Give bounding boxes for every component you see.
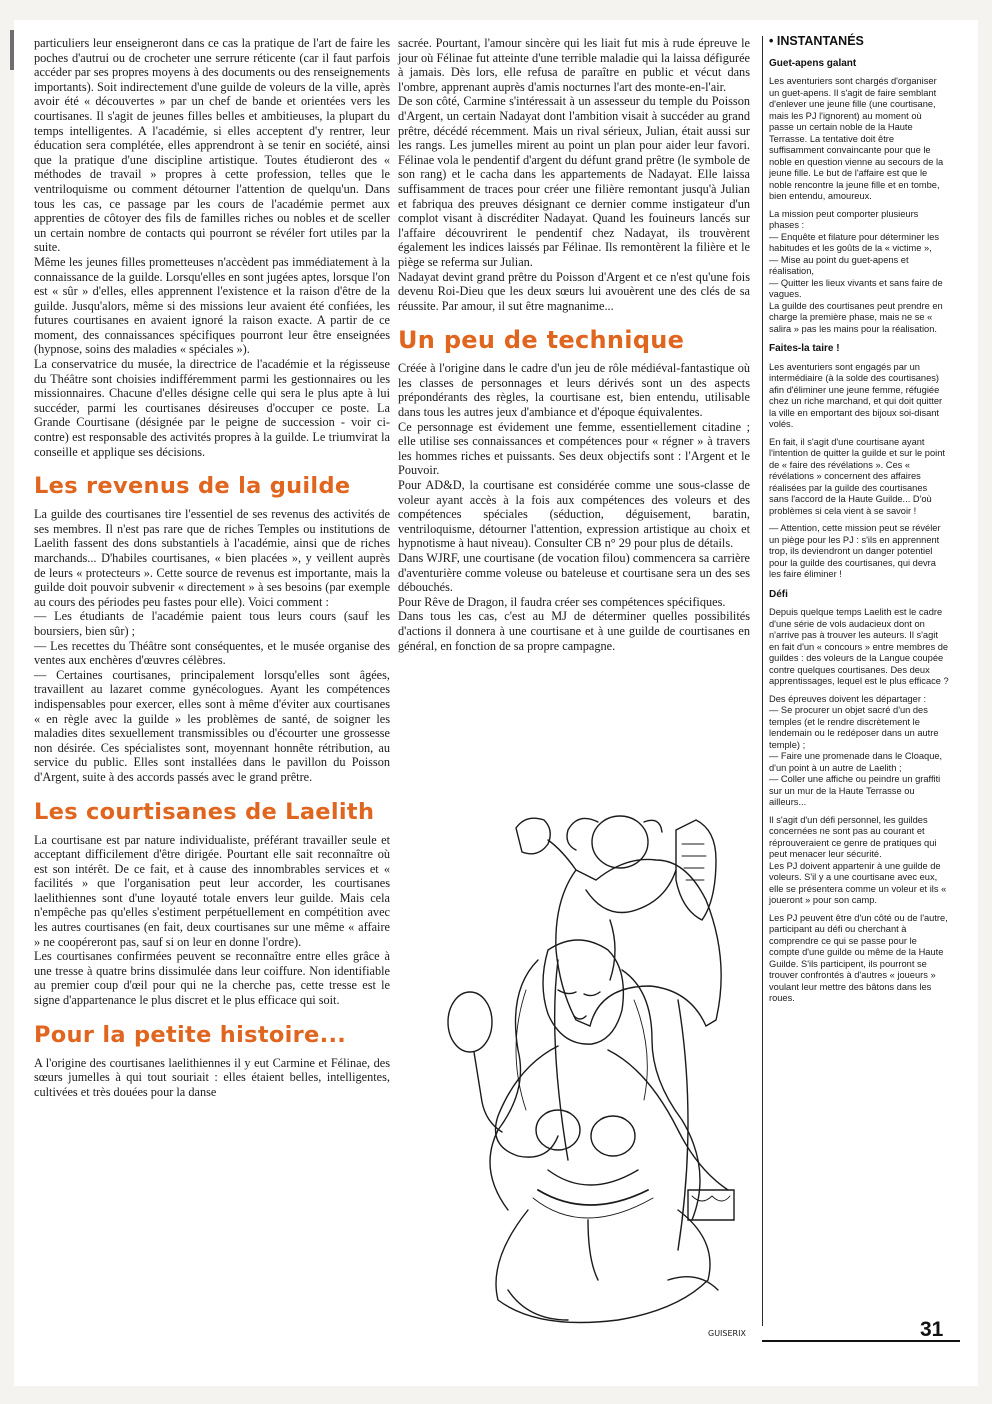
illustration-signature: GUISERIX <box>708 1329 746 1338</box>
paragraph: Les courtisanes confirmées peuvent se reconnaître entre elles grâce à une tresse à quatre brins dissimulée dans leur coiffure. Non identifiable au premier coup d'œil pour qui ne la cherche pas, cette tresse est le signe d'appartenance le plus discret et le plus efficace qui soit. <box>34 949 390 1008</box>
sidebar-title: • INSTANTANÉS <box>769 34 864 48</box>
paragraph: Les PJ peuvent être d'un côté ou de l'autre, participant au défi ou cherchant à comprendre ce qui se passe pour le compte d'une guilde ou même de la Haute Guilde. S'ils participent, ils pourront se trouver confrontés à d'autres « joueurs » voulant leur mettre des bâtons dans les roues. <box>769 912 948 1003</box>
courtesan-illustration <box>408 800 758 1348</box>
paragraph: La courtisane est par nature individualiste, préférant travailler seule et acceptant difficilement d'être dirigée. Pourtant elle sait reconnaître où est son intérêt. De ce fait, et à cause des innombrables services et « facilités » que l'organisation peut leur accorder, les courtisanes laelithiennes sont d'une loyauté totale envers leur guilde. Mais cela n'empêche pas qu'elles s'estiment perpétuellement en compétition avec les autres courtisanes (en fait, deux courtisanes sur une même « affaire » ne coopéreront pas, sauf si on leur en donne l'ordre). <box>34 832 390 949</box>
paragraph: Ce personnage est évidement une femme, essentiellement citadine ; elle utilise ses connaissances et compétences pour « régner » à travers les hommes riches et puissants. Ses deux objectifs sont : l'Argent et le Pouvoir. <box>398 419 750 478</box>
courtisanes-section <box>34 833 390 1008</box>
paragraph: La conservatrice du musée, la directrice de l'académie et la régisseuse du Théâtre sont choisies indifféremment parmi les gestionnaires ou les missionnaires. Chacune d'elles désigne celle qui sera le plus apte à lui succéder, parmi les courtisanes désireuses d'occuper ce poste. La Grande Courtisane (désignée par le peigne de succession - voir ci-contre) est responsable des activités propres à la guilde. Le triumvirat la conseille et applique ses décisions. <box>34 357 390 459</box>
paragraph: Pour AD&D, la courtisane est considérée comme une sous-classe de voleur ayant accès à la fois aux compétences des voleurs et des compétences spéciales (séduction, déguisement, baratin, ventriloquisme, détourner l'attention, expression artistique au choix et hypnotisme à haut niveau). Consulter CB n° 29 pour plus de détails. <box>398 478 750 551</box>
paragraph: — Les recettes du Théâtre sont conséquentes, et le musée organise des ventes aux enchères d'œuvres célèbres. <box>34 638 390 668</box>
paragraph: Les aventuriers sont engagés par un intermédiaire (à la solde des courtisanes) afin d'éliminer une jeune femme, réfugiée chez un riche marchand, et qui doit quitter la ville en emportant des bijoux soi-disant volés. <box>769 361 943 429</box>
revenus-section <box>34 507 390 784</box>
story-section <box>398 36 750 313</box>
page-number: 31 <box>920 1318 944 1341</box>
sidebar-section <box>769 343 949 581</box>
paragraph: La mission peut comporter plusieurs phases : — Enquête et filature pour déterminer les habitudes et les goûts de la « victime », — Mise au point du guet-apens et réalisation, — Quitter les lieux vivants et sans faire de vagues. La guilde des courtisanes peut prendre en charge la première phase, mais ne se « salira » pas les mains pour la réalisation. <box>769 208 943 334</box>
paragraph: Créée à l'origine dans le cadre d'un jeu de rôle médiéval-fantastique où les classes de personnages et leurs dérivés sont un des aspects prépondérants des règles, la courtisane est, bien entendu, utilisable dans tous les autres jeux d'ambiance et d'époque équivalentes. <box>398 361 750 420</box>
sidebar-section <box>769 589 949 1005</box>
paragraph: — Les étudiants de l'académie paient tous leurs cours (sauf les boursiers, bien sûr) ; <box>34 609 390 638</box>
paragraph: — Certaines courtisanes, principalement lorsqu'elles sont âgées, travaillent au lazaret comme gynécologues. Ayant les compétences indispensables pour exercer, elles sont à même d'éviter aux courtisanes « en règle avec la guilde » les problèmes de santé, de soigner les maladies dites sexuellement transmissibles ou d'écourter une grossesse non désirée. Ces spécialistes sont, moyennant honnête rétribution, au service du public. Elles sont installées dans le pavillon du Poisson d'Argent, suite à des accords passés avec le grand prêtre. <box>34 667 390 784</box>
paragraph: Des épreuves doivent les départager : — Se procurer un objet sacré d'un des temples (et le rendre discrètement le lendemain ou le redéposer dans un autre temple) ; — Faire une promenade dans le Cloaque, d'un point à un autre de Laelith ; — Coller une affiche ou peindre un graffiti sur un mur de la Haute Terrasse ou ailleurs... <box>769 693 943 807</box>
mirror <box>448 992 492 1052</box>
heading-histoire: Pour la petite histoire... <box>34 1021 347 1048</box>
paragraph: De son côté, Carmine s'intéressait à un assesseur du temple du Poisson d'Argent, un certain Nadayat dont l'ambition visait à succéder au grand prêtre, décédé récemment. Mais un rival sérieux, Julian, était aussi sur les rangs. Les jumelles mirent au point un plan pour aider leur favori. Félinae vola le pendentif d'argent du défunt grand prêtre (le symbole de son rang) et le cacha dans les appartements de Nadayat. Elle laissa suffisamment de traces pour créer une filière remontant jusqu'à Julian et fabriqua des preuves désignant ce dernier comme instigateur d'un complot visant à discréditer Nadayat. Quand les fouineurs lancés sur l'affaire découvrirent le pendentif chez Nadayat, ils trouvèrent également les indices laissés par Félinae. Ils remontèrent la filière et le piège se referma sur Julian. <box>398 94 750 269</box>
sidebar-section <box>769 58 949 336</box>
column-left <box>34 36 390 1099</box>
jewel-box <box>688 1190 734 1220</box>
sidebar-subtitle: Guet-apens galant <box>769 57 857 69</box>
sidebar-subtitle: Faites-la taire ! <box>769 343 840 354</box>
sidebar-subtitle: Défi <box>769 588 788 600</box>
scroll-shape <box>676 820 716 920</box>
sidebar-instantanes <box>769 36 949 1011</box>
column-middle <box>398 36 750 653</box>
paragraph: A l'origine des courtisanes laelithiennes il y eut Carmine et Félinae, des sœurs jumelles à qui tout souriait : elles étaient belles, intelligentes, cultivées et très douées pour la danse <box>34 1055 390 1099</box>
paragraph: Pour Rêve de Dragon, il faudra créer ses compétences spécifiques. <box>398 594 726 609</box>
intro-section <box>34 36 390 459</box>
paragraph: Dans tous les cas, c'est au MJ de déterminer quelles possibilités d'actions il donnera à une courtisane et à une guilde de courtisanes en général, en fonction de sa propre campagne. <box>398 609 750 653</box>
paragraph: Les aventuriers sont chargés d'organiser un guet-apens. Il s'agit de faire semblant d'enlever une jeune fille (une courtisane, mais les PJ l'ignorent) au moment où passe un certain noble de la Haute Terrasse. La tentative doit être suffisamment convaincante pour que le noble en question vienne au secours de la jeune fille. Le but de l'affaire est que le noble rencontre la jeune fille et en tombe, bien entendu, amoureux. <box>769 76 944 201</box>
paragraph: particuliers leur enseigneront dans ce cas la pratique de l'art de faire les poches d'autrui ou de crocheter une serrure réticente (car il faut parfois accéder par ses propres moyens à des documents ou des renseignements importants). Soit indirectement d'une guilde de voleurs de la ville, après avoir été « découvertes » par un chef de bande et orientées vers les courtisanes. Il s'agit de jeunes filles belles et ambitieuses, la plupart du temps intelligentes. A l'académie, si elles acceptent d'y rentrer, leur éducation sera complétée, elles apprendront à se tenir en société, ainsi que la pratique d'une discipline artistique. Toutes étudieront des « méthodes de travail » propres à cette profession, telles que le ventriloquisme ou comment détourner l'attention de quelqu'un. Dans tous les cas, ce passage par les cours de l'académie permet aux apprenties de côtoyer des fils de familles riches ou nobles et de sceller un certain nombre de contacts qui pourront se révéler fort utiles par la suite. <box>34 36 390 255</box>
paragraph: Dans WJRF, une courtisane (de vocation filou) commencera sa carrière d'aventurière comme voleuse ou bateleuse et courtisane sera un des ses débouchés. <box>398 551 750 595</box>
heading-courtisanes: Les courtisanes de Laelith <box>34 798 375 825</box>
heading-revenus: Les revenus de la guilde <box>34 473 351 500</box>
technique-section <box>398 361 750 653</box>
paragraph: sacrée. Pourtant, l'amour sincère qui les liait fut mis à rude épreuve le jour où Félinae fut atteinte d'une terrible maladie qui la laissa défigurée à jamais. Dès lors, elle refusa de paraître en public et vécut dans l'ombre, apprenant auprès d'amis nocturnes l'art des monte-en-l'air. <box>398 36 750 94</box>
paragraph: La guilde des courtisanes tire l'essentiel de ses revenus des activités de ses membres. Il n'est pas rare que de riches Temples ou institutions de Laelith fassent des dons substantiels à l'académie, ainsi que de riches marchands... D'habiles courtisanes, « bien placées », y veillent auprès de leurs « protecteurs ». Cette source de revenus est importante, mais la guilde doit pouvoir subvenir « directement » à ses besoins (par exemple au cours des périodes peu fastes pour elle). Voici comment : <box>34 507 390 609</box>
sidebar-divider <box>762 36 763 1326</box>
binding-mark <box>10 30 14 70</box>
heading-technique: Un peu de technique <box>398 326 685 355</box>
paragraph: — Attention, cette mission peut se révéler un piège pour les PJ : s'ils en apprennent trop, ils deviendront un danger potentiel pour la guilde des courtisanes, qui devra les faire éliminer ! <box>769 523 941 579</box>
paragraph: Même les jeunes filles prometteuses n'accèdent pas immédiatement à la connaissance de la guilde. Lorsqu'elles en sont jugées aptes, lorsque l'on est « sûr » d'elles, elles apprennent l'existence et la raison d'être de la guilde. Jusqu'alors, même si des missions leur avaient été confiées, les futures courtisanes en avaient ignoré la raison exacte. A partir de ce moment, des connaissances spécifiques pourront leur être enseignées (hypnose, soins des maladies « spéciales »). <box>34 254 390 357</box>
paragraph: Il s'agit d'un défi personnel, les guildes concernées ne sont pas au courant et réprouveraient ce genre de pratiques qui peut menacer leur sécurité. Les PJ doivent appartenir à une guilde de voleurs. S'il y a une courtisane avec eux, elle se présentera comme un voleur et ils « joueront » pour son camp. <box>769 814 947 905</box>
paragraph: Depuis quelque temps Laelith est le cadre d'une série de vols audacieux dont on n'arrive pas à trouver les auteurs. Il s'agit en fait d'un « concours » entre membres de guildes : des voleurs de la Langue coupée contre quelques courtisanes. Des deux apprentissages, lequel est le plus efficace ? <box>769 607 949 686</box>
paragraph: En fait, il s'agit d'une courtisane ayant l'intention de quitter la guilde et sur le point de « faire des révélations ». Ces « révélations » concernent des affaires réalisées par la guilde des courtisanes sans l'accord de la Haute Guilde... D'où problèmes si cela vient à se savoir ! <box>769 436 945 516</box>
histoire-section <box>34 1056 390 1100</box>
paragraph: Nadayat devint grand prêtre du Poisson d'Argent et ce n'est qu'une fois devenu Roi-Dieu que les deux sœurs lui avouèrent une des clés de sa réussite. Par amour, il sut être magnanime... <box>398 269 750 313</box>
